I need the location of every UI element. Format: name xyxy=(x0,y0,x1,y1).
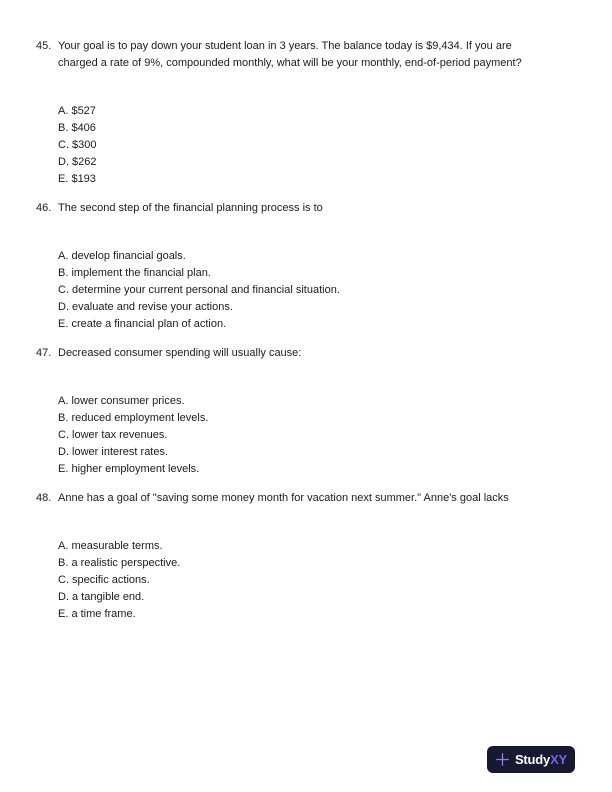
question-block-46 xyxy=(36,200,556,333)
question-number: 46. xyxy=(36,202,52,214)
option-item: C. lower tax revenues. xyxy=(58,429,168,441)
question-number: 48. xyxy=(36,492,52,504)
studyxy-logo-badge xyxy=(487,746,575,773)
option-item: A. develop financial goals. xyxy=(58,250,186,262)
option-item: B. $406 xyxy=(58,122,96,134)
plus-icon xyxy=(495,752,510,767)
option-item: A. $527 xyxy=(58,105,96,117)
option-item: E. create a financial plan of action. xyxy=(58,318,227,330)
question-number: 47. xyxy=(36,347,52,359)
question-block-47 xyxy=(36,345,556,478)
question-block-45 xyxy=(36,38,556,188)
option-item: D. a tangible end. xyxy=(58,591,145,603)
option-item: A. lower consumer prices. xyxy=(58,395,185,407)
option-item: B. a realistic perspective. xyxy=(58,557,181,569)
question-text: Anne has a goal of "saving some money month for vacation next summer." Anne's goal lacks xyxy=(58,492,509,504)
option-item: D. evaluate and revise your actions. xyxy=(58,301,233,313)
options-list xyxy=(36,103,556,188)
logo-text-suffix: XY xyxy=(550,752,568,767)
options-list xyxy=(36,393,556,478)
question-block-48 xyxy=(36,490,556,623)
option-item: D. $262 xyxy=(58,156,97,168)
logo-text-prefix: Study xyxy=(514,752,551,767)
option-item: B. reduced employment levels. xyxy=(58,412,209,424)
logo-wordmark xyxy=(515,752,567,767)
option-item: B. implement the financial plan. xyxy=(58,267,211,279)
questions-list xyxy=(36,38,556,635)
option-item: A. measurable terms. xyxy=(58,540,163,552)
options-list xyxy=(36,248,556,333)
option-item: C. determine your current personal and financial situation. xyxy=(58,284,340,296)
question-text: Decreased consumer spending will usually cause: xyxy=(58,347,302,359)
option-item: E. higher employment levels. xyxy=(58,463,200,475)
question-text: The second step of the financial planning process is to xyxy=(58,202,323,214)
option-item: C. specific actions. xyxy=(58,574,150,586)
option-item: C. $300 xyxy=(58,139,97,151)
option-item: E. a time frame. xyxy=(58,608,136,620)
question-number: 45. xyxy=(36,40,52,52)
option-item: E. $193 xyxy=(58,173,96,185)
options-list xyxy=(36,538,556,623)
question-text: Your goal is to pay down your student loan in 3 years. The balance today is $9,434. If you are charged a rate of 9%, compounded monthly, what will be your monthly, end-of-period payment? xyxy=(58,40,522,69)
option-item: D. lower interest rates. xyxy=(58,446,169,458)
